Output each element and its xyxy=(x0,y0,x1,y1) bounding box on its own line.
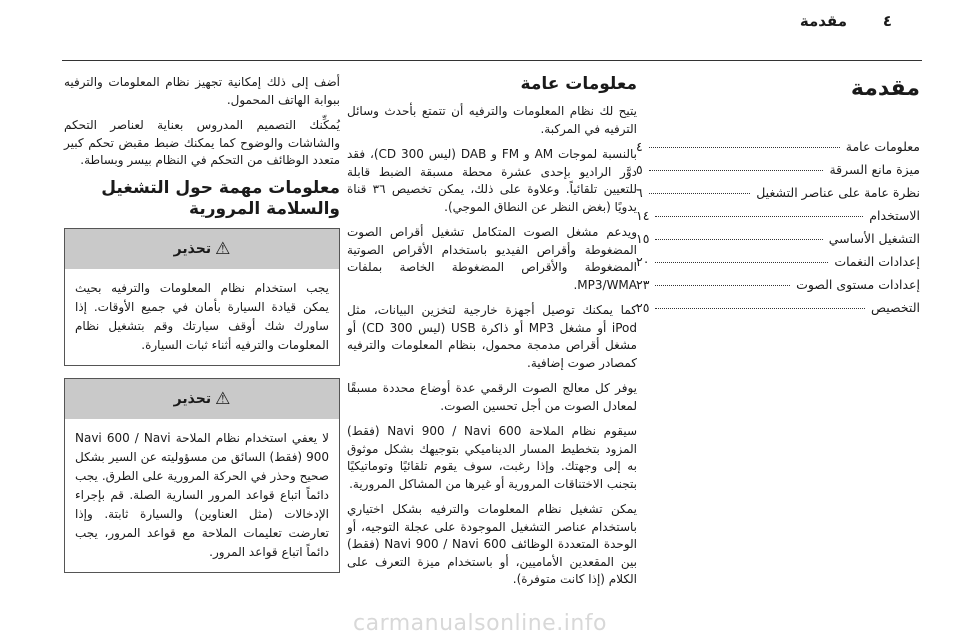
toc-item-label: التخصيص xyxy=(870,300,920,315)
toc-item-page: ٢٣ xyxy=(636,277,650,292)
page-number: ٤ xyxy=(882,12,892,30)
toc-item-label: التشغيل الأساسي xyxy=(828,231,920,246)
toc-dot-leader xyxy=(649,170,824,171)
toc-dot-leader xyxy=(649,193,751,194)
body-paragraph: سيقوم نظام الملاحة Navi 900 / Navi 600 (فقط) المزود بتخطيط المسار الديناميكي بتوجيهك بشكل موثوق به إلى وجهتك. وإذا رغبت، سوف يقوم تلقائيًا وتوماتيكيًا بتجنب الاختناقات المرورية أو غيرها من المشاكل المرورية. xyxy=(347,424,638,491)
body-paragraph: يوفر كل معالج الصوت الرقمي عدة أوضاع محددة مسبقًا لمعادل الصوت من أجل تحسين الصوت. xyxy=(347,381,637,413)
safety-column xyxy=(64,74,340,585)
toc-column xyxy=(636,74,920,323)
body-paragraph: يُمكِّنك التصميم المدروس بعناية لعناصر التحكم والشاشات والوضوح كما يمكنك ضبط مقبض تحكم كبير متعدد الوظائف من التحكم في النظام بيسر وبساطة. xyxy=(64,118,340,167)
toc-item-label: إعدادات مستوى الصوت xyxy=(796,277,920,292)
warning-triangle-icon: ⚠ xyxy=(215,239,231,259)
running-header-title: مقدمة xyxy=(799,12,847,30)
watermark: carmanualsonline.info xyxy=(353,611,607,636)
toc-item[interactable] xyxy=(636,162,920,185)
toc-dot-leader xyxy=(655,308,865,309)
section-heading-safety: معلومات مهمة حول التشغيل والسلامة المرورية xyxy=(101,177,340,219)
warning-text: لا يعفي استخدام نظام الملاحة Navi 600 / Navi 900 (فقط) السائق من مسؤوليته عن السير بشكل صحيح وحذر في الحركة المرورية على الطرق. يجب دائماً اتباع قواعد المرور السارية الصلة. قم بإجراء الإدخالات (مثل العناوين) والسيارة ثابتة. وإذا تعارضت تعليمات الملاحة مع قواعد المرور، يجب دائماً اتباع قواعد المرور. xyxy=(75,431,330,559)
warning-text: يجب استخدام نظام المعلومات والترفيه بحيث يمكن قيادة السيارة بأمان في جميع الأوقات. إذا ساورك شك أوقف سيارتك وقم بتشغيل نظام المعلومات والترفيه أثناء ثبات السيارة. xyxy=(75,281,329,352)
general-info-column xyxy=(347,74,637,597)
warning-box xyxy=(64,228,340,366)
body-paragraph: يتيح لك نظام المعلومات والترفيه أن تتمتع بأحدث وسائل الترفيه في المركبة. xyxy=(347,104,637,136)
warning-box xyxy=(64,378,340,573)
toc-dot-leader xyxy=(655,262,828,263)
toc-item[interactable] xyxy=(636,231,920,254)
toc-item-page: ٥ xyxy=(636,162,643,177)
toc-item-label: الاستخدام xyxy=(869,208,920,223)
toc-item[interactable] xyxy=(636,208,920,231)
body-paragraph: بالنسبة لموجات AM و FM و DAB (ليس CD 300)، فقد دوَّر الراديو بإحدى عشرة محطة مسبقة الضبط قابلة للتعيين تلقائياً. وعلاوة على ذلك، يمكن تخصيص ٣٦ قناة يدويًا (بغض النظر عن النطاق الموجي). xyxy=(347,147,638,214)
body-paragraph: كما يمكنك توصيل أجهزة خارجية لتخزين البيانات، مثل iPod أو مشغل MP3 أو ذاكرة USB (ليس CD 300) أو مشغل أقراص مدمجة محمول، بنظام المعلومات والترفيه كمصادر صوت إضافية. xyxy=(347,303,638,370)
toc-dot-leader xyxy=(655,216,863,217)
warning-triangle-icon: ⚠ xyxy=(215,389,231,409)
toc-item[interactable] xyxy=(636,300,920,323)
header-divider xyxy=(62,60,922,61)
toc-list xyxy=(636,139,920,323)
toc-item-page: ١٤ xyxy=(636,208,650,223)
body-paragraph: يمكن تشغيل نظام المعلومات والترفيه بشكل اختياري باستخدام عناصر التشغيل الموجودة على عجلة التوجيه، أو الوحدة المتعددة الوظائف Navi 900 / Navi 600 (فقط) بين المقعدين الأماميين، أو باستخدام ميزة التعرف على الكلام (إذا كانت متوفرة). xyxy=(347,502,638,587)
toc-item-label: معلومات عامة xyxy=(845,139,920,154)
warning-header xyxy=(65,379,339,419)
body-paragraph: ويدعم مشغل الصوت المتكامل تشغيل أقراص الصوت المضغوطة وأقراص الفيديو باستخدام الأقراص الصوتية المضغوطة والأقراص المضغوطة الخاصة بملفات MP3/WMA. xyxy=(347,225,637,292)
toc-item[interactable] xyxy=(636,185,920,208)
toc-item-page: ٤ xyxy=(636,139,643,154)
toc-item[interactable] xyxy=(636,139,920,162)
section-heading-general: معلومات عامة xyxy=(520,74,637,94)
toc-heading: مقدمة xyxy=(850,76,920,101)
toc-item-label: ميزة مانع السرقة xyxy=(829,162,920,177)
toc-item-page: ٢٥ xyxy=(636,300,650,315)
body-paragraph: أضف إلى ذلك إمكانية تجهيز نظام المعلومات والترفيه ببوابة الهاتف المحمول. xyxy=(64,75,340,107)
toc-item-page: ٦ xyxy=(636,185,643,200)
toc-dot-leader xyxy=(649,147,840,148)
warning-title: تحذير xyxy=(173,391,212,407)
toc-item-label: إعدادات النغمات xyxy=(834,254,920,269)
toc-dot-leader xyxy=(655,285,790,286)
warning-title: تحذير xyxy=(173,241,212,257)
toc-item-page: ٢٠ xyxy=(636,254,650,269)
toc-item[interactable] xyxy=(636,254,920,277)
toc-item[interactable] xyxy=(636,277,920,300)
toc-item-label: نظرة عامة على عناصر التشغيل xyxy=(756,185,920,200)
toc-dot-leader xyxy=(655,239,822,240)
warning-header xyxy=(65,229,339,269)
toc-item-page: ١٥ xyxy=(636,231,650,246)
